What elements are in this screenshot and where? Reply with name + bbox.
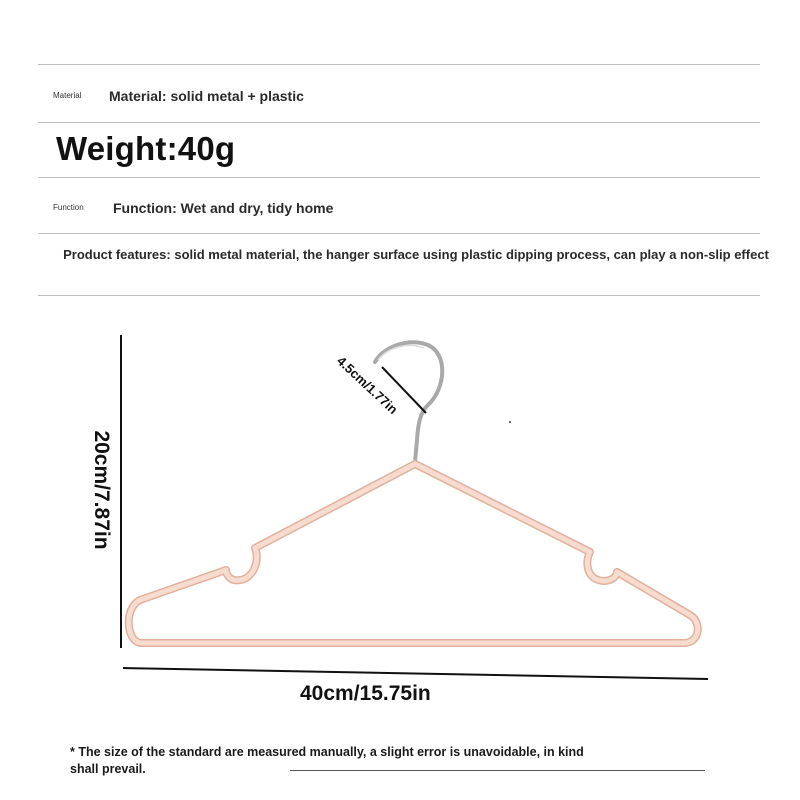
footnote-underline <box>290 770 705 771</box>
function-text: Function: Wet and dry, tidy home <box>113 200 334 216</box>
features-text: Product features: solid metal material, the hanger surface using plastic dipping process, can play a non-slip effect <box>63 247 769 262</box>
footnote-text: * The size of the standard are measured manually, a slight error is unavoidable, in kind shall prevail. <box>70 745 584 776</box>
function-small-label: Function <box>53 203 84 212</box>
hook-dimension-label: 4.5cm/1.77in <box>333 353 401 417</box>
material-small-label: Material <box>53 91 82 100</box>
width-dimension-line <box>123 668 708 679</box>
width-dimension-label: 40cm/15.75in <box>300 682 431 705</box>
material-text: Material: solid metal + plastic <box>109 88 304 104</box>
hook-highlight <box>378 345 424 360</box>
height-dimension-label: 20cm/7.87in <box>90 430 113 550</box>
hanger-body <box>129 464 698 643</box>
speck-dot <box>509 421 511 423</box>
weight-text: Weight:40g <box>56 130 236 167</box>
